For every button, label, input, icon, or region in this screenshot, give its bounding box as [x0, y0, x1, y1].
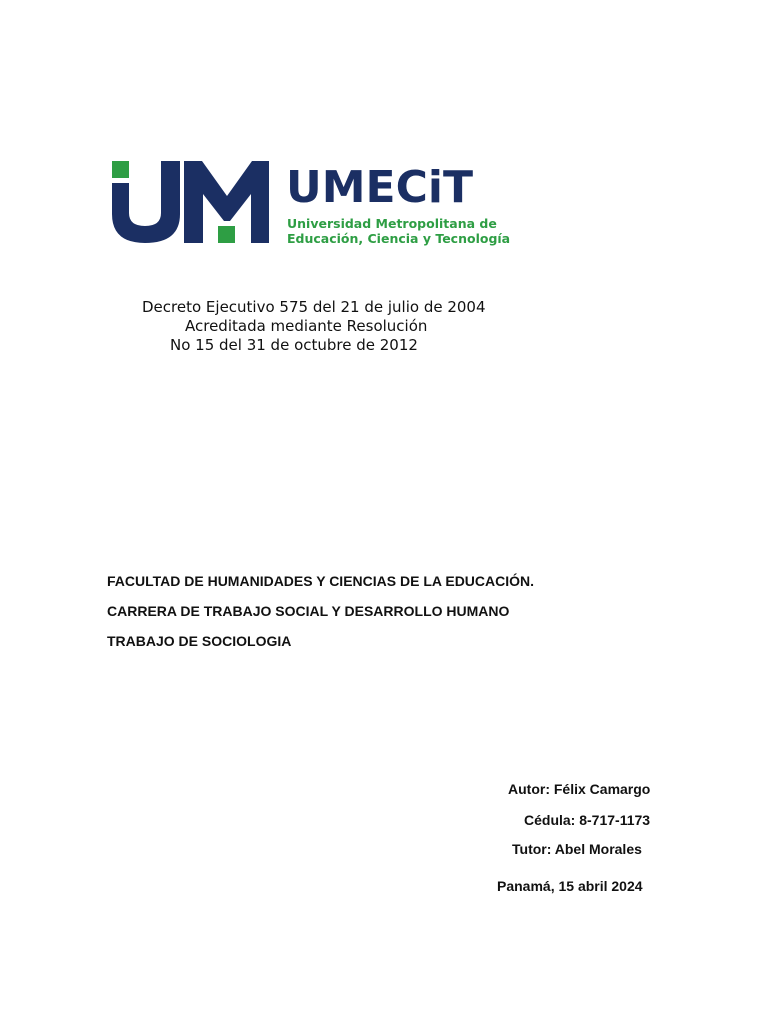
author-name: Autor: Félix Camargo: [508, 781, 651, 797]
accreditation-line: Acreditada mediante Resolución: [185, 317, 428, 335]
decree-line: Decreto Ejecutivo 575 del 21 de julio de 2004: [142, 298, 486, 316]
career-heading: CARRERA DE TRABAJO SOCIAL Y DESARROLLO HUMANO: [107, 603, 510, 619]
umecit-logo: [112, 158, 511, 250]
logo-subtitle: [287, 216, 510, 246]
work-title: TRABAJO DE SOCIOLOGIA: [107, 633, 292, 649]
logo-subtitle-line2: Educación, Ciencia y Tecnología: [287, 231, 511, 246]
faculty-heading: FACULTAD DE HUMANIDADES Y CIENCIAS DE LA EDUCACIÓN.: [107, 573, 535, 589]
place-date: Panamá, 15 abril 2024: [497, 878, 643, 894]
accreditation-block: [140, 298, 486, 355]
um-monogram-icon: [112, 158, 282, 250]
logo-wordmark-text: UMECiT: [286, 162, 473, 213]
title-block: [107, 572, 534, 662]
logo-subtitle-line1: Universidad Metropolitana de: [287, 216, 497, 231]
tutor-name: Tutor: Abel Morales: [512, 841, 642, 857]
resolution-line: No 15 del 31 de octubre de 2012: [170, 336, 418, 354]
logo-wordmark: [286, 162, 473, 213]
id-number: Cédula: 8-717-1173: [524, 812, 651, 828]
